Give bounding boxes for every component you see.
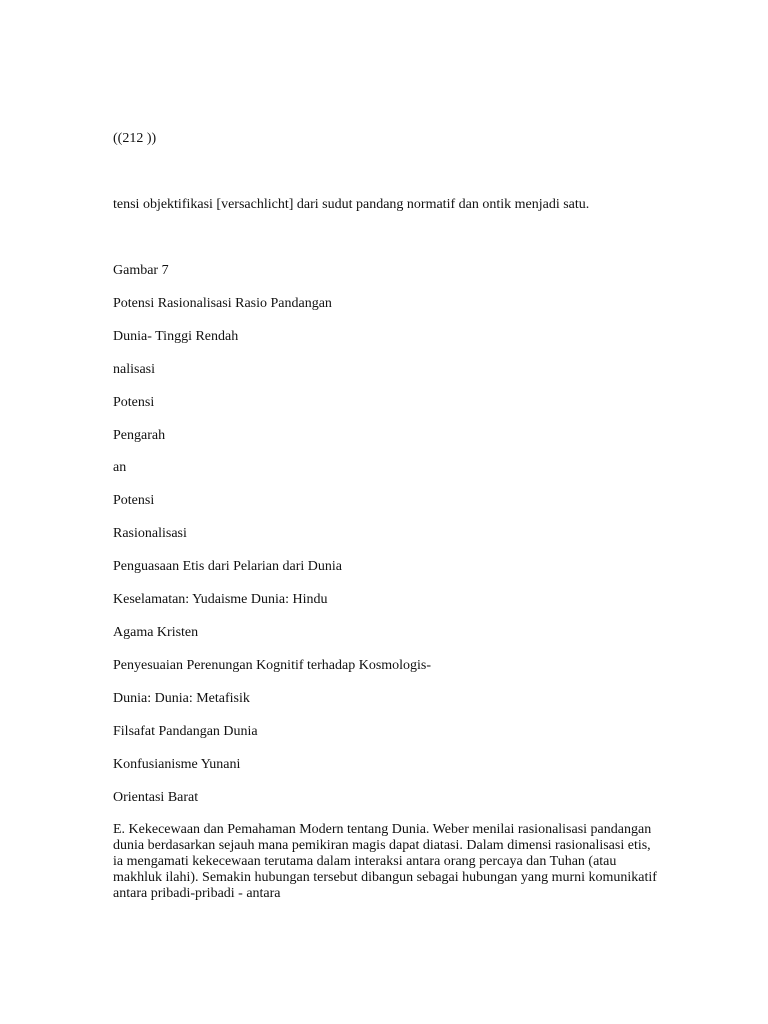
figure-line: Potensi Rasionalisasi Rasio Pandangan — [113, 296, 332, 311]
figure-caption: Gambar 7 — [113, 263, 169, 278]
figure-line: Penyesuaian Perenungan Kognitif terhadap Kosmologis- — [113, 658, 432, 673]
figure-line: Rasionalisasi — [113, 526, 187, 541]
figure-line: Orientasi Barat — [113, 790, 199, 805]
page-number: ((212 )) — [113, 131, 157, 146]
figure-line: Dunia- Tinggi Rendah — [113, 329, 239, 344]
figure-line: Konfusianisme Yunani — [113, 757, 241, 772]
intro-line: tensi objektifikasi [versachlicht] dari sudut pandang normatif dan ontik menjadi satu. — [113, 197, 590, 212]
figure-line: Pengarah — [113, 428, 166, 443]
figure-line: Dunia: Dunia: Metafisik — [113, 691, 250, 706]
figure-line: Penguasaan Etis dari Pelarian dari Dunia — [113, 559, 342, 574]
figure-line: Keselamatan: Yudaisme Dunia: Hindu — [113, 592, 328, 607]
figure-line: an — [113, 460, 127, 475]
figure-line: Potensi — [113, 395, 155, 410]
figure-line: Agama Kristen — [113, 625, 199, 640]
figure-line: Potensi — [113, 493, 155, 508]
figure-line: nalisasi — [113, 362, 155, 377]
figure-line: Filsafat Pandangan Dunia — [113, 724, 258, 739]
body-paragraph: E. Kekecewaan dan Pemahaman Modern tentang Dunia. Weber menilai rasionalisasi pandangan dunia berdasarkan sejauh mana pemikiran magis dapat diatasi. Dalam dimensi rasionalisasi etis, ia mengamati kekecewaan terutama dalam interaksi antara orang percaya dan Tuhan (atau makhluk ilahi). Semakin hubungan tersebut dibangun sebagai hubungan yang murni komunikatif antara pribadi-pribadi - antara — [113, 822, 657, 901]
